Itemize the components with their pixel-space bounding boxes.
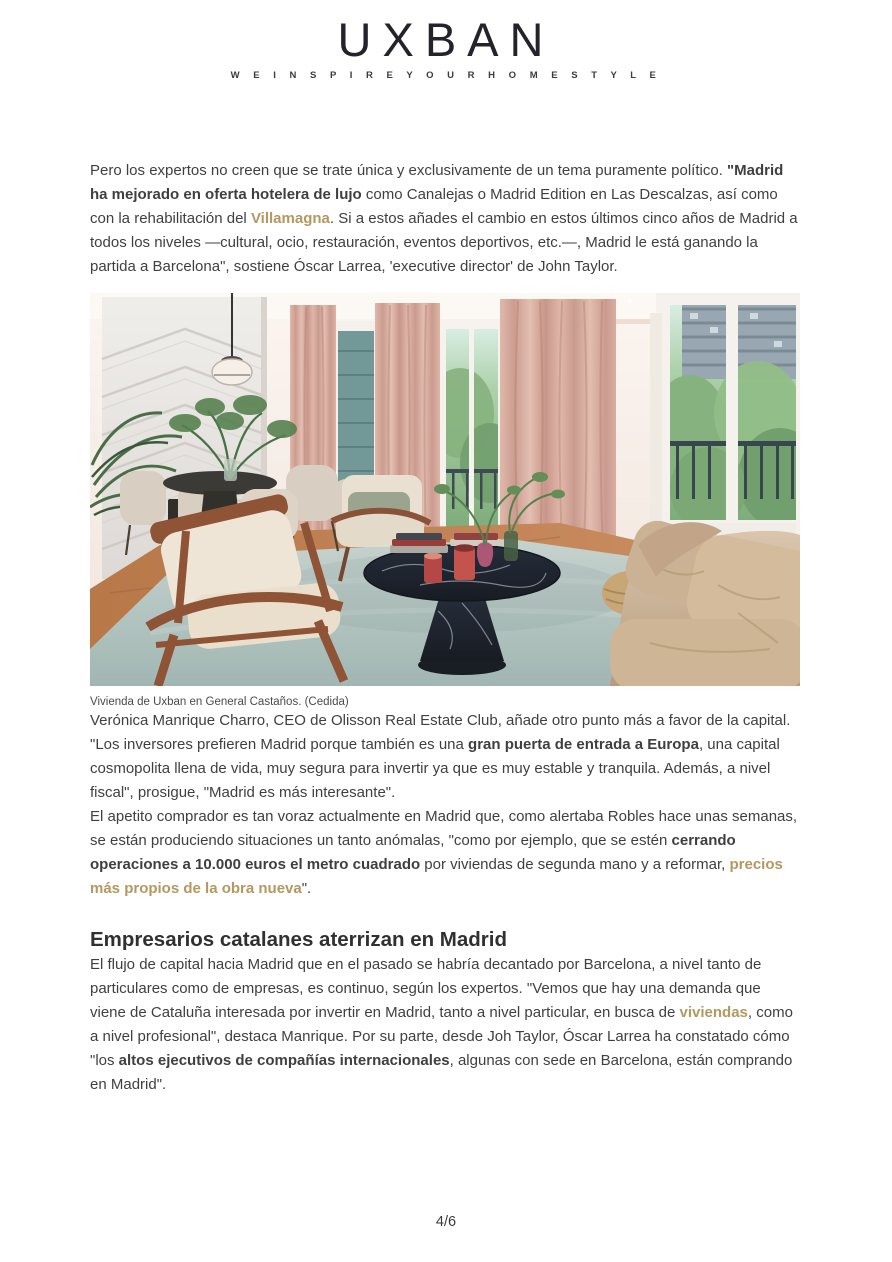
inline-link[interactable]: Villamagna xyxy=(250,210,330,227)
paragraph xyxy=(90,805,800,901)
paragraph xyxy=(90,709,800,805)
text-run: por viviendas de segunda mano y a reformar, xyxy=(420,856,730,873)
logo-wordmark: UXBAN xyxy=(337,13,555,66)
inline-link[interactable]: viviendas xyxy=(679,1004,748,1021)
living-room-photo xyxy=(90,293,800,686)
text-run: "Madrid ha mejorado en oferta hotelera de lujo xyxy=(90,162,784,203)
section-heading: Empresarios catalanes aterrizan en Madrid xyxy=(90,928,508,951)
uxban-logo xyxy=(0,14,892,81)
brand-header xyxy=(0,0,892,81)
text-run: , como a nivel profesional", destaca Manrique. Por su parte, desde Joh Taylor, Óscar Larrea ha constatado cómo "los xyxy=(90,1004,793,1069)
text-run: Verónica Manrique Charro, CEO de Olisson Real Estate Club, añade otro punto más a favor de la capital. "Los inversores prefieren Madrid porque también es una xyxy=(90,712,791,753)
text-run: cerrando operaciones a 10.000 euros el metro cuadrado xyxy=(90,832,736,873)
page-number: 4/6 xyxy=(435,1214,457,1230)
text-run: altos ejecutivos de compañías internacionales xyxy=(118,1052,450,1069)
paragraph xyxy=(90,159,800,279)
photo-caption: Vivienda de Uxban en General Castaños. (Cedida) xyxy=(90,696,349,708)
text-run: Pero los expertos no creen que se trate única y exclusivamente de un tema puramente político. xyxy=(90,162,728,179)
article-figure xyxy=(90,293,800,709)
text-run: El flujo de capital hacia Madrid que en el pasado se habría decantado por Barcelona, a nivel tanto de particulares como de empresas, es continuo, según los expertos. "Vemos que hay una demanda que viene de Cataluña interesada por invertir en Madrid, tanto a nivel particular, en busca de xyxy=(90,956,762,1021)
text-run: , una capital cosmopolita llena de vida, muy segura para invertir ya que es muy estable y tranquila. Además, a nivel fiscal", prosigue, "Madrid es más interesante". xyxy=(90,736,780,801)
text-run: como Canalejas o Madrid Edition en Las Descalzas, así como con la rehabilitación del xyxy=(90,186,778,227)
text-run: ". xyxy=(301,880,312,897)
text-run: El apetito comprador es tan voraz actualmente en Madrid que, como alertaba Robles hace unas semanas, se están produciendo situaciones un tanto anómalas, "como por ejemplo, que se estén xyxy=(90,808,798,849)
text-run: . Si a estos añades el cambio en estos últimos cinco años de Madrid a todos los niveles —cultural, ocio, restauración, eventos deportivos, etc.—, Madrid le está ganando la partida a Barcelona", sostiene Óscar Larrea, 'executive director' de John Taylor. xyxy=(90,210,798,275)
text-run: gran puerta de entrada a Europa xyxy=(468,736,699,753)
text-run: , algunas con sede en Barcelona, están comprando en Madrid". xyxy=(90,1052,793,1093)
logo-tagline: W E I N S P I R E Y O U R H O M E S T Y L E xyxy=(230,70,662,81)
living-room-illustration xyxy=(90,293,800,686)
paragraph xyxy=(90,953,800,1097)
inline-link[interactable]: precios más propios de la obra nueva xyxy=(90,856,783,897)
page-footer xyxy=(0,1214,892,1230)
article-body xyxy=(90,159,800,1097)
